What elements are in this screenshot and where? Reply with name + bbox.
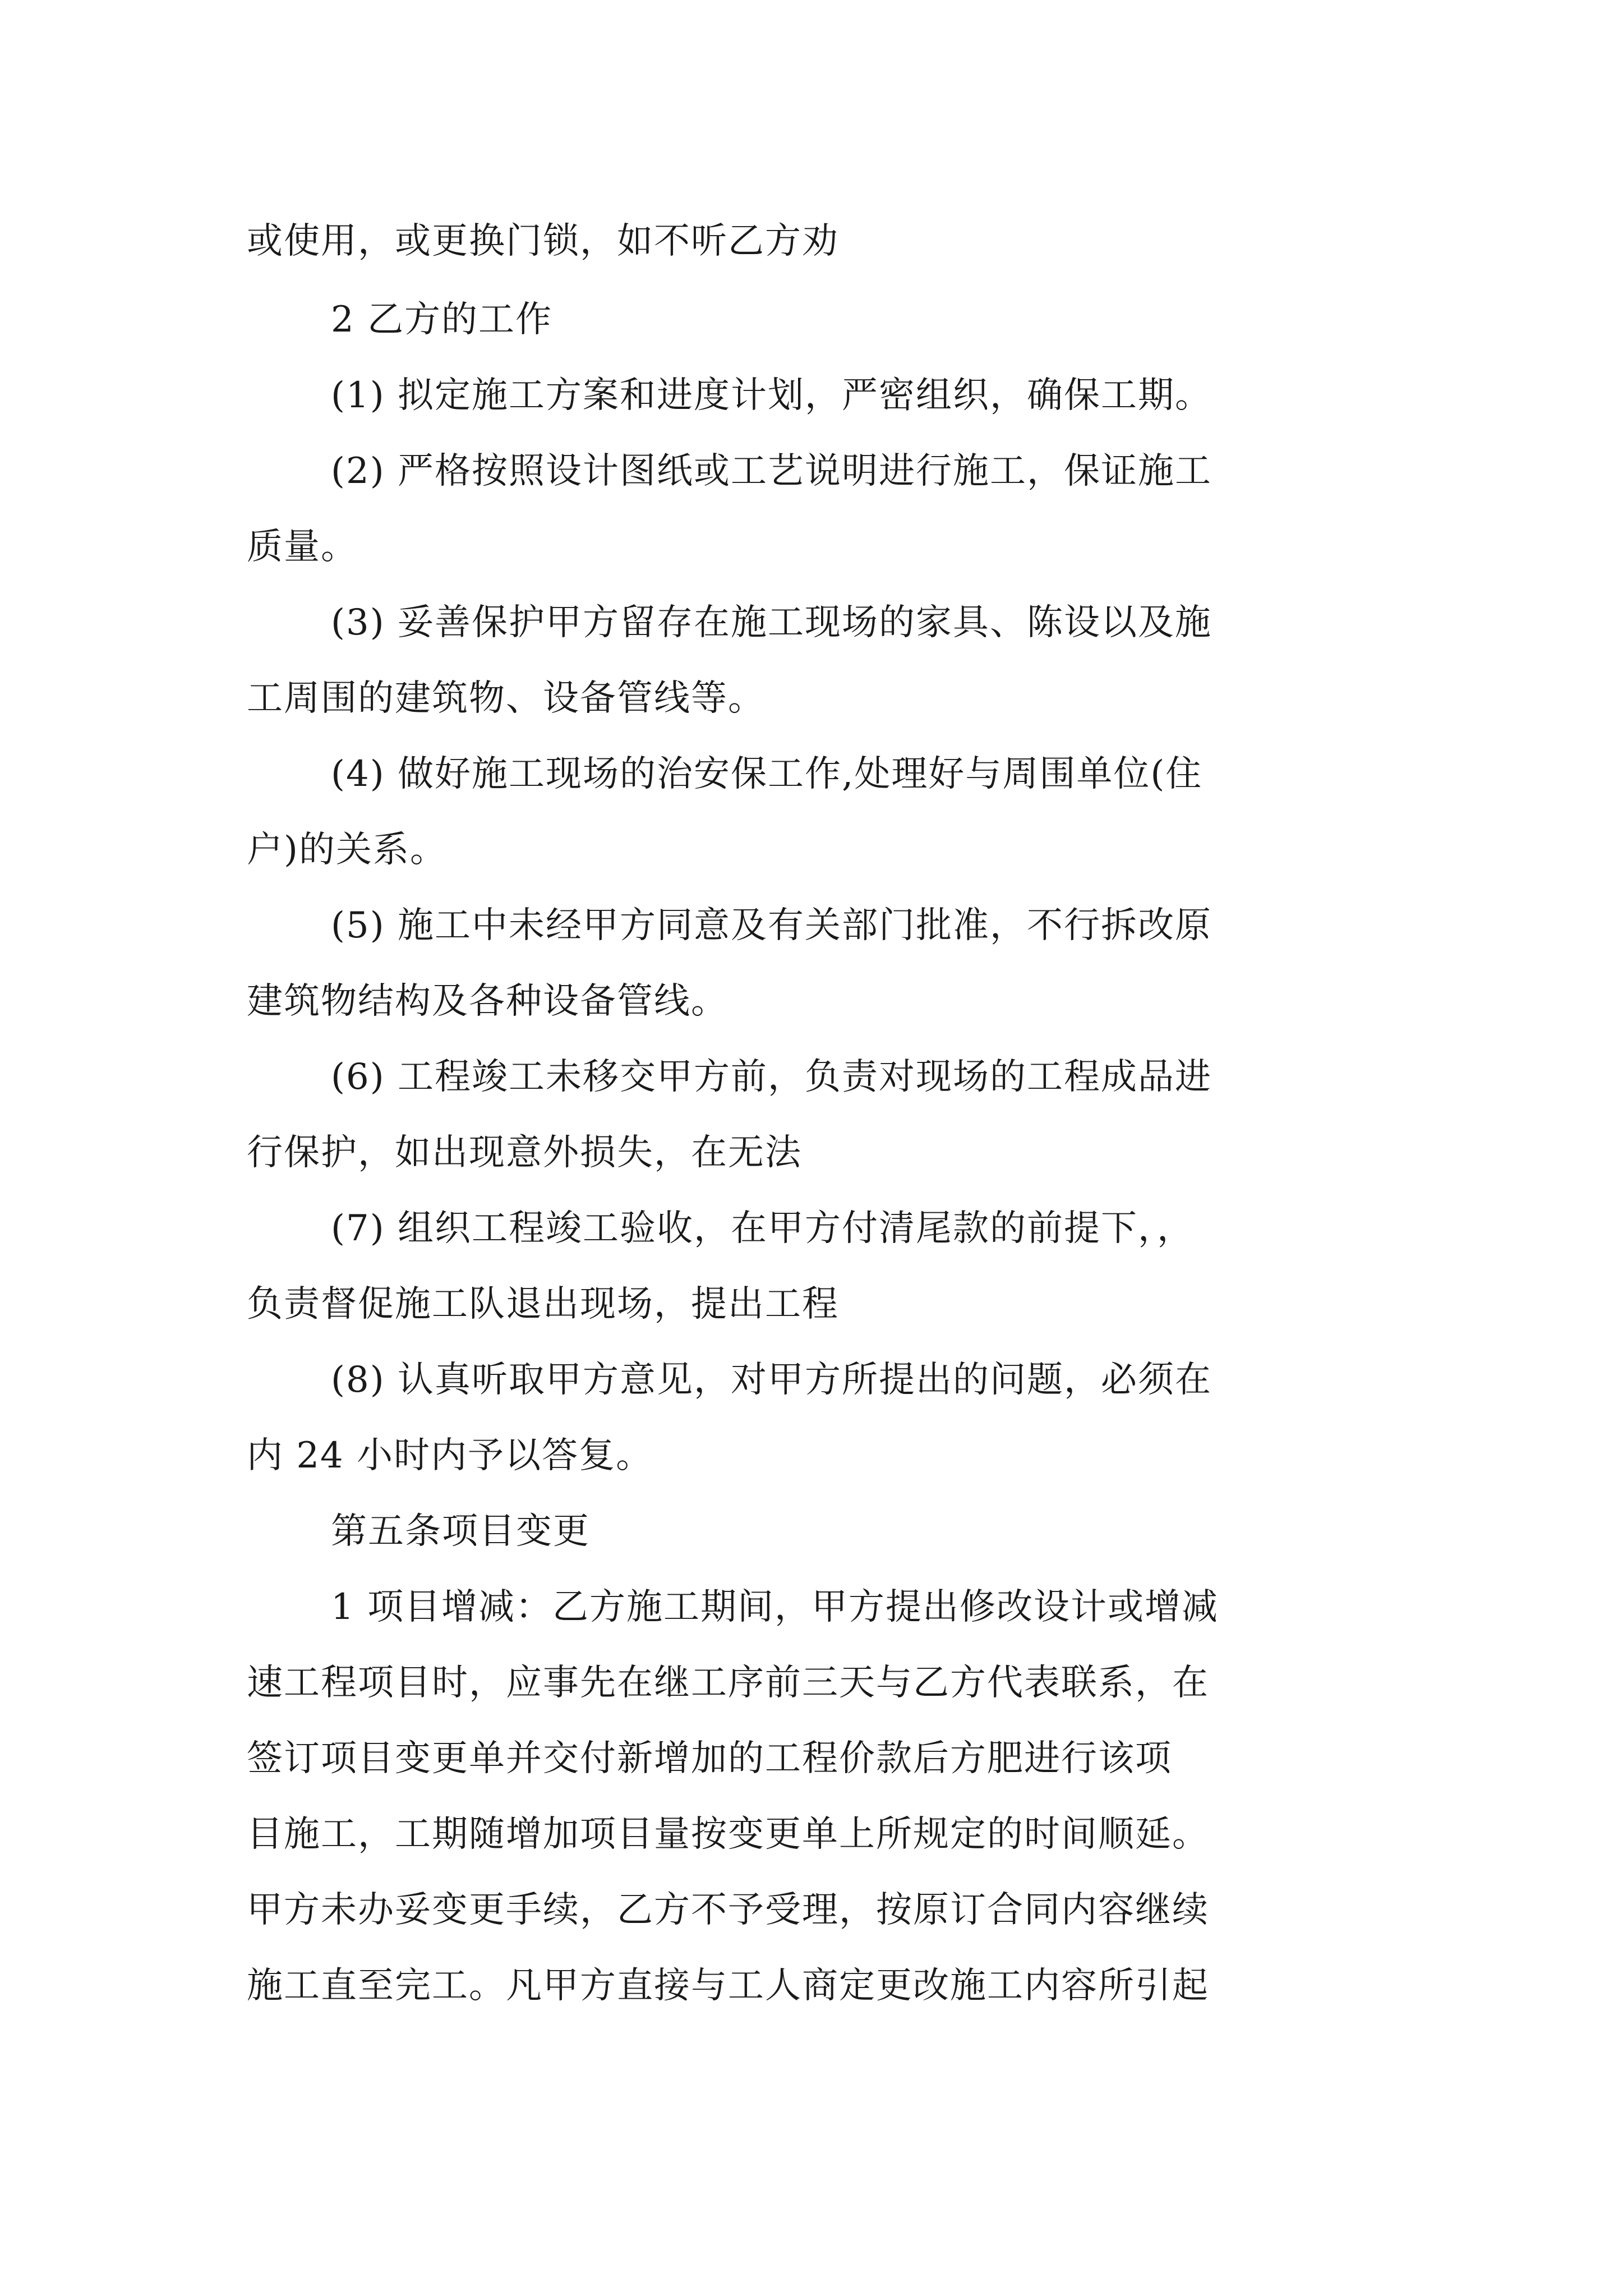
paragraph-start: 1 项目增减：乙方施工期间，甲方提出修改设计或增减 [331,1586,1219,1628]
section-heading: 2 乙方的工作 [331,299,553,341]
list-item: (3) 妥善保护甲方留存在施工现场的家具、陈设以及施 [331,602,1212,643]
list-item: (2) 严格按照设计图纸或工艺说明进行施工，保证施工 [331,450,1212,492]
text-line: 速工程项目时，应事先在继工序前三天与乙方代表联系，在 [247,1662,1209,1704]
text-line: 建筑物结构及各种设备管线。 [247,981,728,1022]
text-line: 户)的关系。 [247,829,447,871]
text-line: 目施工，工期随增加项目量按变更单上所规定的时间顺延。 [247,1814,1209,1855]
section-heading: 第五条项目变更 [331,1511,590,1552]
text-line: 负责督促施工队退出现场，提出工程 [247,1283,839,1325]
list-item: (7) 组织工程竣工验收，在甲方付清尾款的前提下，， [331,1208,1194,1249]
list-item: (6) 工程竣工未移交甲方前，负责对现场的工程成品进 [331,1056,1212,1098]
list-item: (5) 施工中未经甲方同意及有关部门批准，不行拆改原 [331,905,1212,946]
list-item: (4) 做好施工现场的治安保工作,处理好与周围单位(住 [331,753,1203,795]
text-line: 行保护，如出现意外损失，在无法 [247,1132,802,1174]
text-line: 或使用，或更换门锁，如不听乙方劝 [247,220,839,262]
text-line: 工周围的建筑物、设备管线等。 [247,678,765,719]
text-line: 施工直至完工。凡甲方直接与工人商定更改施工内容所引起 [247,1965,1209,2007]
text-line: 签订项目变更单并交付新增加的工程价款后方肥进行该项 [247,1738,1172,1779]
list-item: (1) 拟定施工方案和进度计划，严密组织，确保工期。 [331,375,1212,416]
text-line: 甲方未办妥变更手续，乙方不予受理，按原订合同内容继续 [247,1889,1209,1931]
list-item: (8) 认真听取甲方意见，对甲方所提出的问题，必须在 [331,1359,1212,1401]
text-line: 内 24 小时内予以答复。 [247,1435,653,1476]
text-line: 质量。 [247,526,358,568]
